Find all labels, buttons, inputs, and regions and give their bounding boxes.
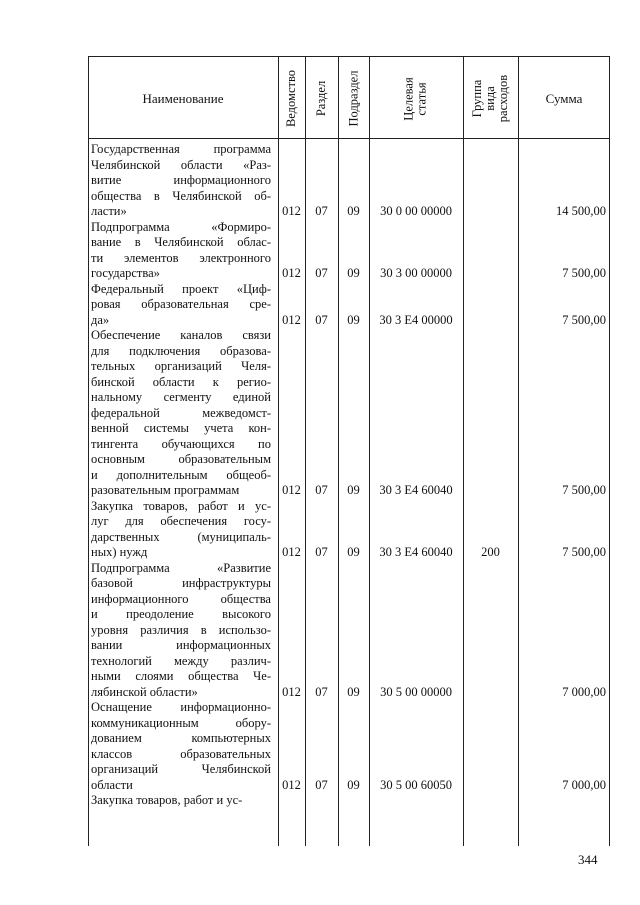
row-name [91, 561, 271, 701]
row-subsection: 09 [347, 684, 360, 699]
row-section: 07 [315, 483, 328, 497]
row-name-line: вании информационных [91, 638, 271, 652]
row-name-line: дованием компьютерных [91, 731, 271, 745]
row-sum: 14 500,00 [556, 204, 606, 218]
row-department: 012 [282, 483, 301, 497]
row-subsection: 09 [347, 266, 360, 280]
row-name-line: и преодоление высокого [91, 607, 271, 621]
table-row [88, 700, 610, 793]
table-row [88, 220, 610, 282]
row-name-line: тингента обучающихся по [91, 436, 271, 451]
row-name [91, 220, 271, 282]
row-department: 012 [282, 777, 301, 792]
row-subsection: 09 [347, 777, 360, 792]
table-row [88, 328, 610, 499]
header-department: Ведомство [284, 69, 298, 128]
row-name-line: информационного общества [91, 591, 271, 606]
row-target-article: 30 3 Е4 60040 [379, 545, 453, 559]
row-name-line: Оснащение информационно- [91, 700, 271, 714]
row-name-line: коммуникационным обору- [91, 715, 271, 730]
row-target-article: 30 5 00 00000 [380, 684, 452, 699]
row-name-line: ровая образовательная сре- [91, 297, 271, 311]
row-name-line: луг для обеспечения госу- [91, 514, 271, 528]
row-name-line: дарственных (муниципаль- [91, 529, 271, 544]
row-name-line: уровня различия в использо- [91, 622, 271, 637]
row-department: 012 [282, 684, 301, 699]
header-subsection-cell [338, 57, 369, 140]
row-name-line: области [91, 777, 133, 792]
row-name-line: для подключения образова- [91, 343, 271, 358]
row-section: 07 [315, 266, 328, 280]
row-subsection: 09 [347, 545, 360, 559]
row-section: 07 [315, 684, 328, 699]
row-name-line: Челябинской области «Раз- [91, 157, 271, 172]
row-name-line: технологий между различ- [91, 653, 271, 668]
header-name: Наименование [142, 90, 224, 106]
table-row [88, 499, 610, 561]
row-name-line: Подпрограмма «Развитие [91, 560, 271, 575]
header-department-cell [278, 57, 305, 140]
row-name-line: Государственная программа [91, 142, 271, 156]
row-subsection: 09 [347, 483, 360, 497]
row-name-line: лябинской области» [91, 684, 198, 699]
row-name-line: государства» [91, 266, 160, 280]
row-name [91, 793, 271, 809]
row-name-line: базовой инфраструктуры [91, 576, 271, 590]
row-name-line: Федеральный проект «Циф- [91, 281, 271, 296]
row-subsection: 09 [347, 204, 360, 218]
header-subsection: Подраздел [346, 70, 360, 127]
row-target-article: 30 3 Е4 60040 [379, 483, 453, 497]
header-sum: Сумма [545, 90, 583, 106]
table-row [88, 561, 610, 701]
row-section: 07 [315, 777, 328, 792]
row-sum: 7 000,00 [562, 684, 606, 699]
row-section: 07 [315, 312, 328, 327]
row-department: 012 [282, 312, 301, 327]
row-name-line: ти элементов электронного [91, 250, 271, 265]
row-name-line: вание в Челябинской облас- [91, 235, 271, 249]
row-sum: 7 500,00 [562, 545, 606, 559]
row-name-line: да» [91, 312, 110, 327]
row-sum: 7 000,00 [562, 777, 606, 792]
table-row [88, 793, 610, 809]
row-department: 012 [282, 545, 301, 559]
table-row [88, 282, 610, 329]
row-name-line: ными слоями общества Че- [91, 669, 271, 683]
row-name-line: бинской области к регио- [91, 374, 271, 389]
row-sum: 7 500,00 [562, 483, 606, 497]
row-name-line: основным образовательным [91, 452, 271, 466]
row-name-line: классов образовательных [91, 746, 271, 761]
page-number: 344 [578, 852, 598, 867]
row-name-line: Обеспечение каналов связи [91, 328, 271, 342]
row-sum: 7 500,00 [562, 266, 606, 280]
header-target-article-cell [369, 57, 463, 140]
row-name-line: и дополнительным общеоб- [91, 467, 271, 482]
row-name-line: ных) нужд [91, 545, 148, 559]
header-section-cell [305, 57, 338, 140]
row-section: 07 [315, 545, 328, 559]
row-name-line: федеральной межведомст- [91, 405, 271, 420]
row-target-article: 30 3 Е4 00000 [379, 312, 453, 327]
row-section: 07 [315, 204, 328, 218]
row-name-line: витие информационного [91, 173, 271, 187]
row-name [91, 328, 271, 499]
row-name-line: общества в Челябинской об- [91, 188, 271, 203]
row-subsection: 09 [347, 312, 360, 327]
row-expense-group: 200 [481, 545, 500, 559]
row-name-line: ласти» [91, 204, 127, 218]
row-target-article: 30 5 00 60050 [380, 777, 452, 792]
table-row [88, 142, 610, 220]
header-target-article: Целевая статья [402, 76, 429, 121]
header-section: Раздел [314, 80, 329, 117]
row-name-line: венной системы учета кон- [91, 421, 271, 435]
row-name-line: организаций Челябинской [91, 762, 271, 776]
row-name [91, 142, 271, 220]
row-target-article: 30 3 00 00000 [380, 266, 452, 280]
row-name [91, 282, 271, 329]
row-sum: 7 500,00 [562, 312, 606, 327]
row-department: 012 [282, 204, 301, 218]
row-name [91, 499, 271, 561]
row-name-line: тельных организаций Челя- [91, 359, 271, 373]
header-expense-group: Группа вида расходов [470, 74, 510, 123]
row-department: 012 [282, 266, 301, 280]
row-name-line: нальному сегменту единой [91, 390, 271, 404]
row-name-line: Подпрограмма «Формиро- [91, 219, 271, 234]
budget-table [88, 56, 610, 846]
row-name-line: разовательным программам [91, 483, 240, 497]
row-name [91, 700, 271, 793]
row-name-line: Закупка товаров, работ и ус- [91, 793, 243, 807]
row-target-article: 30 0 00 00000 [380, 204, 452, 218]
header-expense-group-cell [463, 57, 518, 140]
table-header [88, 56, 610, 139]
row-name-line: Закупка товаров, работ и ус- [91, 498, 271, 513]
